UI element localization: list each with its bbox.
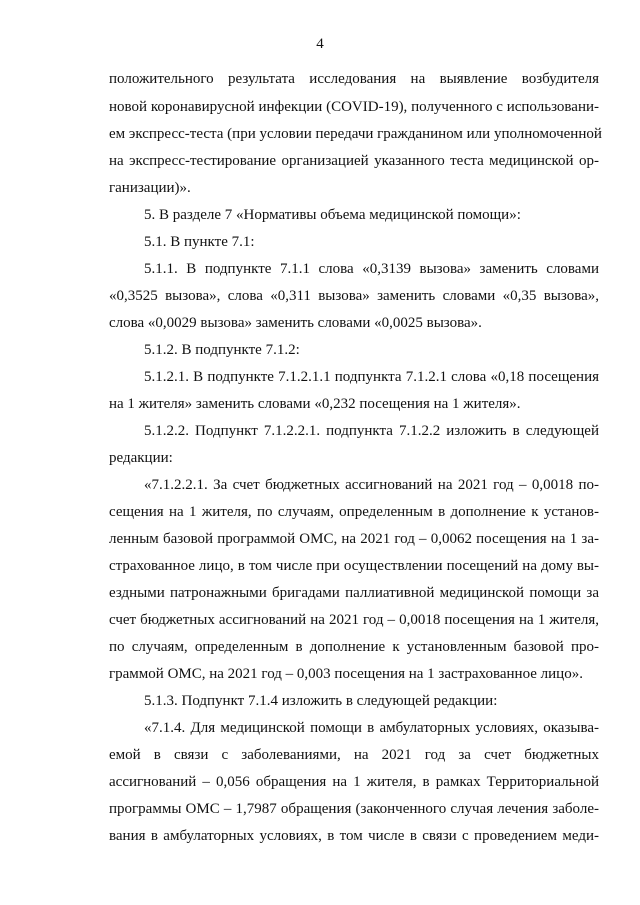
text-line: на 1 жителя» заменить словами «0,232 посещения на 1 жителя». [109, 396, 521, 412]
text-line: вания в амбулаторных условиях, в том числе в связи с проведением меди- [109, 828, 599, 844]
text-line: ездными патронажными бригадами паллиативной медицинской помощи за [109, 585, 599, 601]
text-line: граммой ОМС, на 2021 год – 0,003 посещения на 1 застрахованное лицо». [109, 666, 583, 682]
text-line: 5.1.1. В подпункте 7.1.1 слова «0,3139 вызова» заменить словами [144, 261, 599, 277]
paragraph-heading: 5.1.2. В подпункте 7.1.2: [144, 342, 300, 358]
paragraph-heading: 5.1. В пункте 7.1: [144, 234, 255, 250]
text-line: слова «0,0029 вызова» заменить словами «0,0025 вызова». [109, 315, 482, 331]
text-line: ассигнований – 0,056 обращения на 1 жителя, в рамках Территориальной [109, 774, 599, 790]
paragraph-heading: 5.1.3. Подпункт 7.1.4 изложить в следующей редакции: [144, 693, 498, 709]
text-line: программы ОМС – 1,7987 обращения (законченного случая лечения заболе- [109, 801, 599, 817]
page-number: 4 [316, 36, 324, 52]
text-line: «7.1.2.2.1. За счет бюджетных ассигнований на 2021 год – 0,0018 по- [144, 477, 599, 493]
text-line: 5.1.2.2. Подпункт 7.1.2.2.1. подпункта 7.1.2.2 изложить в следующей [144, 423, 599, 439]
text-line: 5.1.2.1. В подпункте 7.1.2.1.1 подпункта 7.1.2.1 слова «0,18 посещения [144, 369, 599, 385]
text-line: ем экспресс-теста (при условии передачи гражданином или уполномоченной [109, 126, 602, 142]
text-line: страхованное лицо, в том числе при осуществлении посещений на дому вы- [109, 558, 599, 574]
paragraph-heading: 5. В разделе 7 «Нормативы объема медицинской помощи»: [144, 207, 521, 223]
text-line: на экспресс-тестирование организацией указанного теста медицинской ор- [109, 153, 599, 169]
text-line: по случаям, определенным в дополнение к установленным базовой про- [109, 639, 599, 655]
text-line: ленным базовой программой ОМС, на 2021 год – 0,0062 посещения на 1 за- [109, 531, 599, 547]
text-line: ганизации)». [109, 180, 191, 196]
text-line: положительного результата исследования на выявление возбудителя [109, 71, 599, 87]
text-line: счет бюджетных ассигнований на 2021 год – 0,0018 посещения на 1 жителя, [109, 612, 599, 628]
text-line: редакции: [109, 450, 173, 466]
text-line: «7.1.4. Для медицинской помощи в амбулаторных условиях, оказыва- [144, 720, 599, 736]
text-line: сещения на 1 жителя, по случаям, определенным в дополнение к установ- [109, 504, 599, 520]
text-line: новой коронавирусной инфекции (COVID-19), полученного с использовани- [109, 99, 599, 115]
text-line: «0,3525 вызова», слова «0,311 вызова» заменить словами «0,35 вызова», [109, 288, 599, 304]
text-line: емой в связи с заболеваниями, на 2021 год за счет бюджетных [109, 747, 599, 763]
